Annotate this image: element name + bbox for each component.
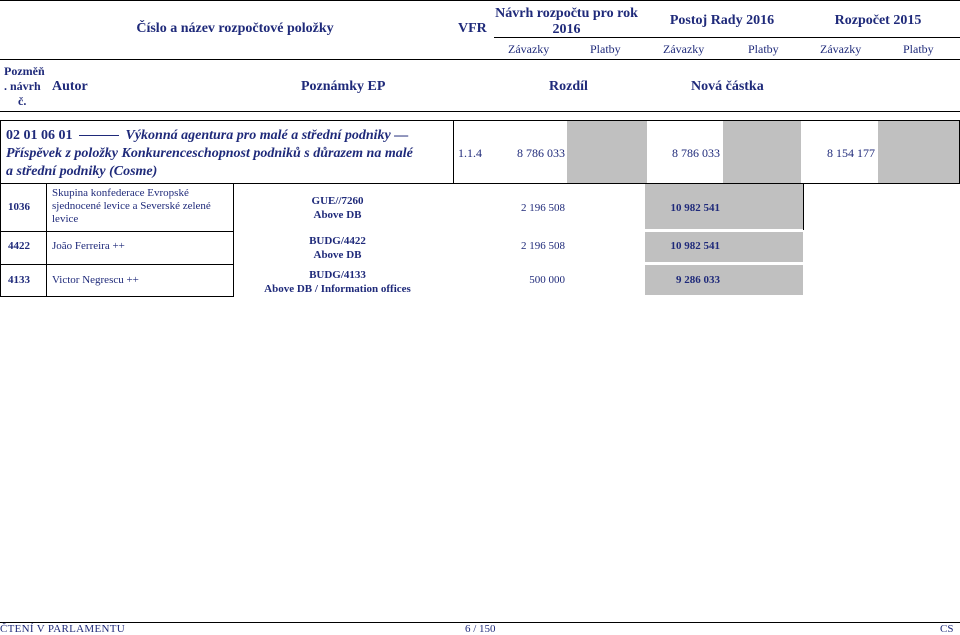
amendment-difference: 2 196 508 [521,240,565,252]
header-amend-line1: Pozměň [4,64,45,78]
amendment-difference: 2 196 508 [521,202,565,214]
header-draft-line2: 2016 [552,22,581,37]
budget-item-vfr: 1.1.4 [458,146,482,160]
budget-item-draft-commitments: 8 786 033 [517,146,565,160]
header-draft-payments: Platby [590,42,621,56]
header-author: Autor [52,79,88,94]
header-amend-line3: č. [18,94,27,108]
header-budget2015: Rozpočet 2015 [834,13,922,28]
header-draft-commitments: Závazky [508,42,550,56]
budget-item-title-line2: Příspěvek z položky Konkurenceschopnost podniků s důrazem na malé [6,146,413,161]
amendment-ep-line1: GUE//7260 [311,195,364,207]
header-new-amount: Nová částka [691,79,764,94]
amendment-author [52,187,232,226]
header-chapter-name: Číslo a název rozpočtové položky [136,21,334,36]
amendment-ep-remark [240,268,435,296]
header-council: Postoj Rady 2016 [669,13,775,28]
footer-language: CS [940,623,954,635]
amendment-number: 4133 [8,274,30,286]
header-draft-line1: Návrh rozpočtu pro rok [495,6,638,21]
budget-item-budget2015-commitments: 8 154 177 [827,146,875,160]
header-council-payments: Platby [748,42,779,56]
header-budget-payments: Platby [903,42,934,56]
budget-item-council-commitments: 8 786 033 [672,146,720,160]
amendment-ep-line1: BUDG/4133 [309,269,366,281]
amendment-ep-line1: BUDG/4422 [309,235,366,247]
header-amendment-number [4,64,45,109]
amendment-new-amount: 10 982 541 [670,240,720,252]
header-draft [494,6,639,38]
budget-item-number: 02 01 06 01 [6,128,73,143]
amendment-author: João Ferreira ++ [52,240,125,252]
amendment-author-line1: Skupina konfederace Evropské [52,187,189,199]
header-council-commitments: Závazky [663,42,705,56]
budget-item-title-line3: a střední podniky (Cosme) [6,164,158,179]
amendment-ep-line2: Above DB [313,249,362,261]
amendment-ep-line2: Above DB [313,209,362,221]
amendment-author-line2: sjednocené levice a Severské zelené [52,200,211,212]
header-vfr: VFR [458,21,487,36]
footer-page-number: 6 / 150 [465,623,496,635]
amendment-number: 1036 [8,201,30,213]
header-amend-line2: . návrh [4,79,41,93]
amendment-author-line3: levice [52,213,79,225]
header-ep-remarks: Poznámky EP [301,79,386,94]
footer-reading: ČTENÍ V PARLAMENTU [0,623,125,635]
amendment-ep-remark [240,234,435,262]
amendment-author: Victor Negrescu ++ [52,274,139,286]
header-budget-commitments: Závazky [820,42,862,56]
budget-item-title-line1: Výkonná agentura pro malé a střední podniky — [125,128,409,143]
amendment-difference: 500 000 [529,274,565,286]
amendment-ep-line2: Above DB / Information offices [264,283,411,295]
header-difference: Rozdíl [549,79,588,94]
amendment-new-amount: 10 982 541 [670,202,720,214]
budget-item-title [6,127,451,181]
amendment-ep-remark [240,194,435,222]
amendment-new-amount: 9 286 033 [676,274,720,286]
amendment-number: 4422 [8,240,30,252]
